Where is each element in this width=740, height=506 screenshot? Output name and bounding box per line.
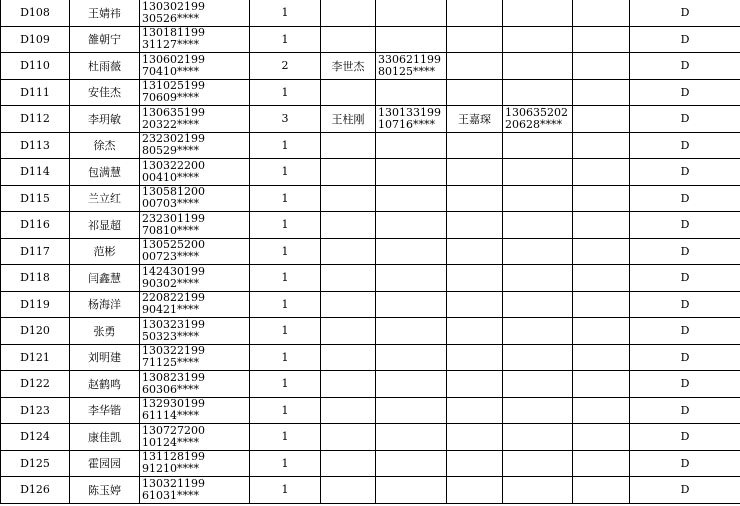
member1-id-cell xyxy=(376,0,447,26)
name-cell: 霍园园 xyxy=(70,450,140,477)
id-number-cell-line-2: 90421**** xyxy=(142,303,199,317)
member2-id-cell xyxy=(503,106,573,133)
blank-cell xyxy=(573,212,630,239)
member1-name-cell xyxy=(321,26,376,53)
member1-id-cell xyxy=(376,79,447,106)
id-number-cell-line-1: 130602199 xyxy=(142,52,205,66)
id-number-cell-line-1: 232302199 xyxy=(142,132,205,146)
member1-name-cell xyxy=(321,238,376,265)
member1-id-cell xyxy=(376,265,447,292)
count-cell: 1 xyxy=(250,344,321,371)
id-number-cell xyxy=(140,79,250,106)
member1-id-cell xyxy=(376,371,447,398)
id-number-cell-line-2: 10124**** xyxy=(142,435,199,449)
member1-id-cell xyxy=(376,291,447,318)
blank-cell xyxy=(573,291,630,318)
member2-name-cell xyxy=(447,291,503,318)
id-number-cell-line-1: 130321199 xyxy=(142,476,205,490)
name-cell: 徐杰 xyxy=(70,132,140,159)
name-cell: 安佳杰 xyxy=(70,79,140,106)
name-cell: 包满慧 xyxy=(70,159,140,186)
member1-name-cell xyxy=(321,291,376,318)
id-number-cell-line-1: 130302199 xyxy=(142,0,205,13)
member2-id-cell xyxy=(503,185,573,212)
id-number-cell-line-2: 00410**** xyxy=(142,170,199,184)
count-cell: 1 xyxy=(250,371,321,398)
grade-cell: D xyxy=(630,159,740,186)
member2-id-cell xyxy=(503,344,573,371)
member2-name-cell xyxy=(447,450,503,477)
member2-name-cell xyxy=(447,159,503,186)
count-cell: 1 xyxy=(250,132,321,159)
count-cell: 1 xyxy=(250,450,321,477)
grade-cell: D xyxy=(630,318,740,345)
code-cell: D126 xyxy=(1,477,70,504)
member1-name-cell xyxy=(321,132,376,159)
name-cell: 范彬 xyxy=(70,238,140,265)
count-cell: 1 xyxy=(250,291,321,318)
id-number-cell-line-2: 70410**** xyxy=(142,64,199,78)
table-row xyxy=(1,26,740,53)
id-number-cell-line-1: 130322200 xyxy=(142,158,205,172)
code-cell: D110 xyxy=(1,53,70,80)
grade-cell: D xyxy=(630,132,740,159)
count-cell: 2 xyxy=(250,53,321,80)
table-row xyxy=(1,265,740,292)
member1-name-cell xyxy=(321,265,376,292)
member1-name-cell xyxy=(321,79,376,106)
member2-id-cell xyxy=(503,53,573,80)
id-number-cell xyxy=(140,238,250,265)
member1-id-cell xyxy=(376,132,447,159)
member1-id-cell-line-1: 330621199 xyxy=(378,52,441,66)
table-row xyxy=(1,159,740,186)
count-cell: 1 xyxy=(250,159,321,186)
member2-id-cell xyxy=(503,371,573,398)
grade-cell: D xyxy=(630,397,740,424)
member1-id-cell xyxy=(376,212,447,239)
grade-cell: D xyxy=(630,185,740,212)
member1-id-cell xyxy=(376,185,447,212)
name-cell: 闫鑫慧 xyxy=(70,265,140,292)
member2-id-cell xyxy=(503,291,573,318)
count-cell: 1 xyxy=(250,185,321,212)
name-cell: 赵鹤鸣 xyxy=(70,371,140,398)
member1-name-cell xyxy=(321,477,376,504)
code-cell: D111 xyxy=(1,79,70,106)
id-number-cell xyxy=(140,212,250,239)
code-cell: D121 xyxy=(1,344,70,371)
id-number-cell xyxy=(140,106,250,133)
name-cell: 王婧祎 xyxy=(70,0,140,26)
member1-id-cell-line-2: 10716**** xyxy=(378,117,435,131)
table-row xyxy=(1,371,740,398)
table-row xyxy=(1,238,740,265)
count-cell: 1 xyxy=(250,212,321,239)
code-cell: D108 xyxy=(1,0,70,26)
blank-cell xyxy=(573,26,630,53)
table-row xyxy=(1,132,740,159)
id-number-cell xyxy=(140,53,250,80)
count-cell: 1 xyxy=(250,79,321,106)
id-number-cell xyxy=(140,450,250,477)
id-number-cell-line-2: 31127**** xyxy=(142,38,199,52)
id-number-cell-line-1: 220822199 xyxy=(142,291,205,305)
blank-cell xyxy=(573,344,630,371)
member2-id-cell xyxy=(503,424,573,451)
member2-name-cell xyxy=(447,0,503,26)
member1-id-cell xyxy=(376,159,447,186)
id-number-cell-line-1: 142430199 xyxy=(142,264,205,278)
grade-cell: D xyxy=(630,344,740,371)
code-cell: D113 xyxy=(1,132,70,159)
member1-name-cell xyxy=(321,424,376,451)
member2-id-cell xyxy=(503,159,573,186)
count-cell: 3 xyxy=(250,106,321,133)
member2-name-cell xyxy=(447,132,503,159)
id-number-cell-line-1: 130181199 xyxy=(142,26,205,40)
member2-id-cell xyxy=(503,238,573,265)
member1-id-cell xyxy=(376,53,447,80)
member2-id-cell xyxy=(503,265,573,292)
id-number-cell-line-2: 61114**** xyxy=(142,409,199,423)
member1-name-cell xyxy=(321,344,376,371)
id-number-cell xyxy=(140,132,250,159)
member2-name-cell xyxy=(447,477,503,504)
member2-name-cell xyxy=(447,185,503,212)
name-cell: 兰立红 xyxy=(70,185,140,212)
member2-name-cell xyxy=(447,26,503,53)
id-number-cell-line-1: 132930199 xyxy=(142,397,205,411)
table-row xyxy=(1,291,740,318)
table-row xyxy=(1,344,740,371)
table-row xyxy=(1,185,740,212)
blank-cell xyxy=(573,397,630,424)
member2-id-cell xyxy=(503,79,573,106)
count-cell: 1 xyxy=(250,477,321,504)
member1-name-cell xyxy=(321,159,376,186)
id-number-cell xyxy=(140,291,250,318)
member1-id-cell xyxy=(376,344,447,371)
grade-cell: D xyxy=(630,0,740,26)
member1-id-cell xyxy=(376,477,447,504)
code-cell: D109 xyxy=(1,26,70,53)
blank-cell xyxy=(573,450,630,477)
member1-name-cell xyxy=(321,371,376,398)
member1-name-cell xyxy=(321,185,376,212)
id-number-cell-line-1: 130323199 xyxy=(142,317,205,331)
name-cell: 杨海洋 xyxy=(70,291,140,318)
id-number-cell-line-2: 60306**** xyxy=(142,382,199,396)
id-number-cell-line-1: 130322199 xyxy=(142,344,205,358)
member1-id-cell xyxy=(376,106,447,133)
id-number-cell-line-2: 50323**** xyxy=(142,329,199,343)
member1-id-cell-line-1: 130133199 xyxy=(378,105,441,119)
member2-id-cell xyxy=(503,477,573,504)
id-number-cell-line-1: 130727200 xyxy=(142,423,205,437)
member2-name-cell: 王嘉琛 xyxy=(447,106,503,133)
name-cell: 祁显超 xyxy=(70,212,140,239)
grade-cell: D xyxy=(630,424,740,451)
id-number-cell-line-2: 20322**** xyxy=(142,117,199,131)
blank-cell xyxy=(573,106,630,133)
id-number-cell xyxy=(140,424,250,451)
grade-cell: D xyxy=(630,26,740,53)
member2-id-cell xyxy=(503,450,573,477)
code-cell: D117 xyxy=(1,238,70,265)
id-number-cell xyxy=(140,371,250,398)
blank-cell xyxy=(573,0,630,26)
member2-id-cell xyxy=(503,0,573,26)
blank-cell xyxy=(573,159,630,186)
count-cell: 1 xyxy=(250,26,321,53)
table-row xyxy=(1,477,740,504)
name-cell: 陈玉婷 xyxy=(70,477,140,504)
member2-name-cell xyxy=(447,265,503,292)
blank-cell xyxy=(573,318,630,345)
count-cell: 1 xyxy=(250,0,321,26)
member1-id-cell-line-2: 80125**** xyxy=(378,64,435,78)
member1-name-cell: 王柱刚 xyxy=(321,106,376,133)
code-cell: D122 xyxy=(1,371,70,398)
member2-id-cell xyxy=(503,132,573,159)
count-cell: 1 xyxy=(250,265,321,292)
member1-id-cell xyxy=(376,26,447,53)
id-number-cell-line-1: 130635199 xyxy=(142,105,205,119)
member2-id-cell xyxy=(503,318,573,345)
id-number-cell-line-2: 00723**** xyxy=(142,250,199,264)
code-cell: D125 xyxy=(1,450,70,477)
grade-cell: D xyxy=(630,212,740,239)
count-cell: 1 xyxy=(250,424,321,451)
member2-name-cell xyxy=(447,371,503,398)
table-row xyxy=(1,79,740,106)
grade-cell: D xyxy=(630,477,740,504)
member2-id-cell xyxy=(503,397,573,424)
grade-cell: D xyxy=(630,106,740,133)
name-cell: 杜雨薇 xyxy=(70,53,140,80)
code-cell: D123 xyxy=(1,397,70,424)
table-row xyxy=(1,212,740,239)
id-number-cell-line-2: 00703**** xyxy=(142,197,199,211)
member1-name-cell xyxy=(321,318,376,345)
table-row xyxy=(1,318,740,345)
member2-name-cell xyxy=(447,424,503,451)
id-number-cell xyxy=(140,0,250,26)
table-body xyxy=(1,0,740,503)
grade-cell: D xyxy=(630,450,740,477)
id-number-cell-line-2: 91210**** xyxy=(142,462,199,476)
member2-name-cell xyxy=(447,238,503,265)
member2-id-cell xyxy=(503,26,573,53)
id-number-cell-line-1: 131025199 xyxy=(142,79,205,93)
blank-cell xyxy=(573,371,630,398)
grade-cell: D xyxy=(630,265,740,292)
code-cell: D120 xyxy=(1,318,70,345)
member1-name-cell xyxy=(321,397,376,424)
table-row xyxy=(1,0,740,26)
blank-cell xyxy=(573,185,630,212)
id-number-cell xyxy=(140,318,250,345)
code-cell: D119 xyxy=(1,291,70,318)
member1-id-cell xyxy=(376,397,447,424)
blank-cell xyxy=(573,265,630,292)
member2-name-cell xyxy=(447,344,503,371)
count-cell: 1 xyxy=(250,318,321,345)
code-cell: D116 xyxy=(1,212,70,239)
table-row xyxy=(1,450,740,477)
id-number-cell-line-2: 71125**** xyxy=(142,356,199,370)
member1-name-cell xyxy=(321,212,376,239)
name-cell: 李玥敏 xyxy=(70,106,140,133)
id-number-cell xyxy=(140,344,250,371)
grade-cell: D xyxy=(630,238,740,265)
blank-cell xyxy=(573,132,630,159)
id-number-cell-line-2: 90302**** xyxy=(142,276,199,290)
table-row xyxy=(1,397,740,424)
member2-id-cell xyxy=(503,212,573,239)
blank-cell xyxy=(573,53,630,80)
table-row xyxy=(1,53,740,80)
id-number-cell xyxy=(140,159,250,186)
member2-name-cell xyxy=(447,318,503,345)
table-row xyxy=(1,424,740,451)
name-cell: 康佳凯 xyxy=(70,424,140,451)
id-number-cell-line-1: 130525200 xyxy=(142,238,205,252)
member1-id-cell xyxy=(376,450,447,477)
grade-cell: D xyxy=(630,53,740,80)
name-cell: 雒朝宁 xyxy=(70,26,140,53)
table-row xyxy=(1,106,740,133)
member2-id-cell-line-2: 20628**** xyxy=(505,117,562,131)
id-number-cell xyxy=(140,477,250,504)
grade-cell: D xyxy=(630,371,740,398)
code-cell: D114 xyxy=(1,159,70,186)
count-cell: 1 xyxy=(250,238,321,265)
id-number-cell-line-2: 80529**** xyxy=(142,144,199,158)
id-number-cell-line-2: 61031**** xyxy=(142,488,199,502)
code-cell: D112 xyxy=(1,106,70,133)
member2-id-cell-line-1: 130635202 xyxy=(505,105,568,119)
id-number-cell-line-2: 30526**** xyxy=(142,11,199,25)
id-number-cell xyxy=(140,26,250,53)
member2-name-cell xyxy=(447,53,503,80)
blank-cell xyxy=(573,79,630,106)
name-cell: 刘明建 xyxy=(70,344,140,371)
member1-id-cell xyxy=(376,318,447,345)
count-cell: 1 xyxy=(250,397,321,424)
id-number-cell-line-2: 70810**** xyxy=(142,223,199,237)
member1-name-cell xyxy=(321,450,376,477)
name-cell: 李华锴 xyxy=(70,397,140,424)
member2-name-cell xyxy=(447,397,503,424)
id-number-cell-line-1: 232301199 xyxy=(142,211,205,225)
name-cell: 张勇 xyxy=(70,318,140,345)
member2-name-cell xyxy=(447,212,503,239)
id-number-cell-line-1: 130581200 xyxy=(142,185,205,199)
id-number-cell-line-1: 131128199 xyxy=(142,450,205,464)
member1-name-cell xyxy=(321,0,376,26)
id-number-cell-line-2: 70609**** xyxy=(142,91,199,105)
blank-cell xyxy=(573,238,630,265)
grade-cell: D xyxy=(630,291,740,318)
member1-name-cell: 李世杰 xyxy=(321,53,376,80)
code-cell: D118 xyxy=(1,265,70,292)
member2-name-cell xyxy=(447,79,503,106)
code-cell: D115 xyxy=(1,185,70,212)
member1-id-cell xyxy=(376,238,447,265)
blank-cell xyxy=(573,424,630,451)
member1-id-cell xyxy=(376,424,447,451)
code-cell: D124 xyxy=(1,424,70,451)
blank-cell xyxy=(573,477,630,504)
grade-cell: D xyxy=(630,79,740,106)
id-number-cell xyxy=(140,397,250,424)
id-number-cell xyxy=(140,185,250,212)
id-number-cell xyxy=(140,265,250,292)
id-number-cell-line-1: 130823199 xyxy=(142,370,205,384)
